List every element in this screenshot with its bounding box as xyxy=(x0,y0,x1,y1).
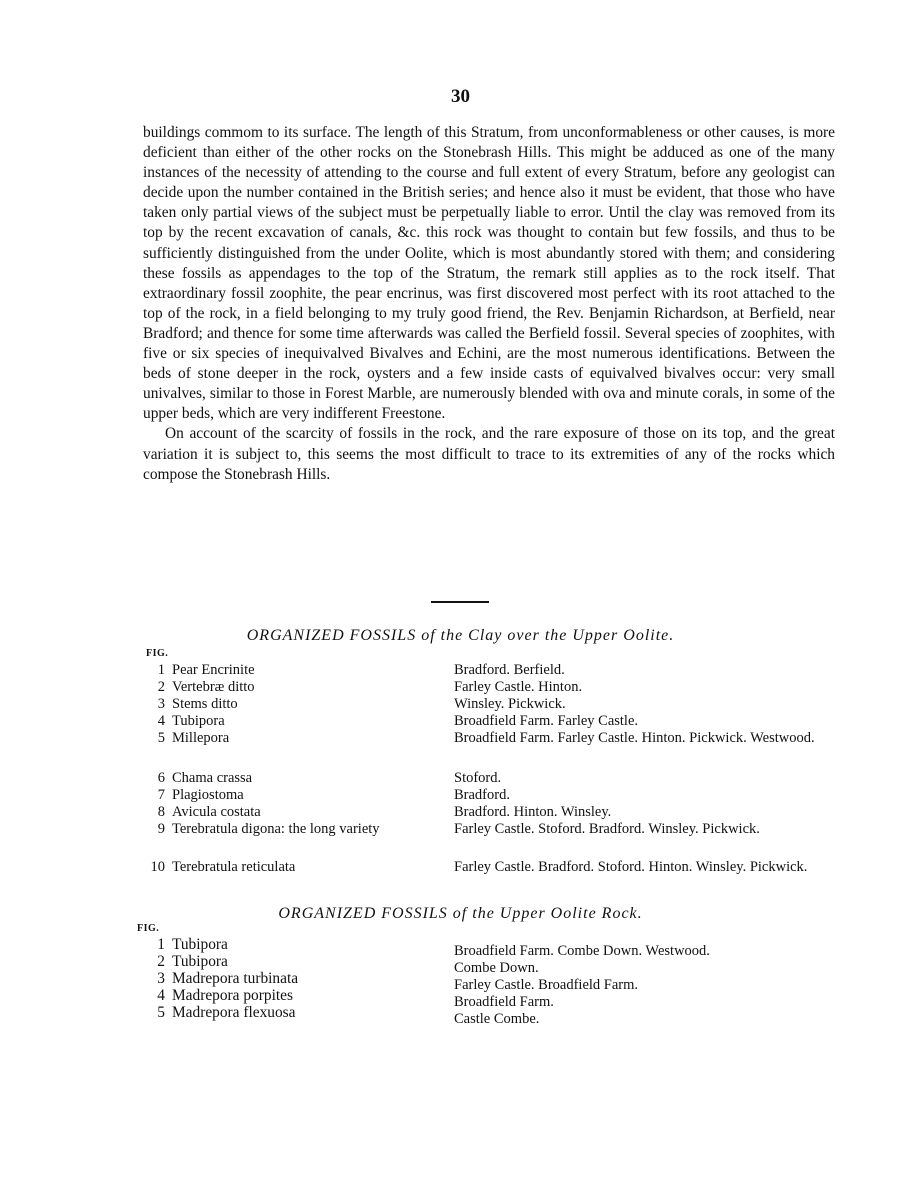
fossil-localities: Bradford. Berfield. xyxy=(454,662,565,678)
fossil-name: Tubipora xyxy=(172,713,225,729)
fossil-row xyxy=(144,936,834,959)
fossil-name: Plagiostoma xyxy=(172,787,244,803)
fossil-number: 7 xyxy=(157,787,165,803)
fossil-number: 10 xyxy=(150,859,165,875)
fossil-row xyxy=(144,970,834,993)
fossil-list-clay xyxy=(144,662,834,895)
fossil-row xyxy=(144,730,834,770)
fossil-row xyxy=(144,662,834,679)
body-paragraph: On account of the scarcity of fossils in the rock, and the rare exposure of those on its top, and the great variation it is subject to, this seems the most difficult to trace to its extremities of any of the rocks which compose the Stonebrash Hills. xyxy=(143,425,835,483)
section-title-clay: ORGANIZED FOSSILS of the Clay over the Upper Oolite. xyxy=(246,627,675,644)
fossil-localities: Farley Castle. Hinton. xyxy=(454,679,583,695)
fossil-localities: Stoford. xyxy=(454,770,502,786)
fossil-localities: Winsley. Pickwick. xyxy=(454,696,566,712)
fossil-number: 3 xyxy=(157,970,165,987)
fossil-name: Madrepora porpites xyxy=(172,987,293,1004)
fossil-name: Stems ditto xyxy=(172,696,238,712)
fossil-number: 9 xyxy=(157,821,165,837)
fig-label: FIG. xyxy=(137,923,160,934)
fossil-localities: Broadfield Farm. xyxy=(454,994,554,1010)
fossil-localities: Bradford. xyxy=(454,787,510,803)
fossil-name: Tubipora xyxy=(172,953,228,970)
section-divider xyxy=(431,601,489,603)
fossil-number: 2 xyxy=(157,953,165,970)
section-title-upper-oolite: ORGANIZED FOSSILS of the Upper Oolite Rock. xyxy=(278,905,643,922)
fossil-localities: Castle Combe. xyxy=(454,1011,540,1027)
fossil-row xyxy=(144,787,834,804)
fossil-row xyxy=(144,713,834,730)
fossil-localities: Broadfield Farm. Combe Down. Westwood. xyxy=(454,943,710,959)
fig-label: FIG. xyxy=(146,648,169,659)
fossil-localities: Farley Castle. Stoford. Bradford. Winsley. Pickwick. xyxy=(454,821,760,837)
fossil-row xyxy=(144,821,834,859)
fossil-row xyxy=(144,987,834,1010)
fossil-localities: Combe Down. xyxy=(454,960,539,976)
fossil-number: 1 xyxy=(157,662,165,678)
fossil-localities: Farley Castle. Broadfield Farm. xyxy=(454,977,639,993)
fossil-localities: Bradford. Hinton. Winsley. xyxy=(454,804,612,820)
fossil-number: 8 xyxy=(157,804,165,820)
fossil-localities: Broadfield Farm. Farley Castle. xyxy=(454,713,639,729)
fossil-number: 5 xyxy=(157,730,165,746)
fossil-name: Terebratula digona: the long variety xyxy=(172,821,380,837)
fossil-number: 6 xyxy=(157,770,165,786)
fossil-localities: Farley Castle. Bradford. Stoford. Hinton. Winsley. Pickwick. xyxy=(454,859,808,875)
fossil-number: 2 xyxy=(157,679,165,695)
fossil-number: 4 xyxy=(157,713,165,729)
fossil-name: Pear Encrinite xyxy=(172,662,255,678)
fossil-row xyxy=(144,859,834,895)
fossil-name: Terebratula reticulata xyxy=(172,859,296,875)
fossil-name: Millepora xyxy=(172,730,230,746)
fossil-name: Madrepora flexuosa xyxy=(172,1004,296,1021)
fossil-localities: Broadfield Farm. Farley Castle. Hinton. Pickwick. Westwood. xyxy=(454,730,815,746)
fossil-row xyxy=(144,770,834,787)
fossil-name: Vertebræ ditto xyxy=(172,679,255,695)
fossil-row xyxy=(144,696,834,713)
fossil-name: Madrepora turbinata xyxy=(172,970,299,987)
fossil-name: Avicula costata xyxy=(172,804,261,820)
fossil-row xyxy=(144,953,834,976)
fossil-number: 1 xyxy=(157,936,165,953)
page-number: 30 xyxy=(451,86,470,107)
fossil-row xyxy=(144,679,834,696)
fossil-number: 4 xyxy=(157,987,165,1004)
fossil-name: Chama crassa xyxy=(172,770,253,786)
fossil-number: 5 xyxy=(157,1004,165,1021)
fossil-list-upper-oolite xyxy=(144,936,834,1027)
fossil-row xyxy=(144,1004,834,1027)
body-paragraph: buildings commom to its surface. The length of this Stratum, from unconformableness or other causes, is more deficient than either of the other rocks on the Stonebrash Hills. This might be adduced as one of the many instances of the necessity of attending to the course and full extent of every Stratum, before any geologist can decide upon the number contained in the British series; and hence also it must be evident, that those who have taken only partial views of the subject must be perpetually liable to error. Until the clay was removed from its top by the recent excavation of canals, &c. this rock was thought to contain but few fossils, and thus to be sufficiently distinguished from the under Oolite, which is most abundantly stored with them; and considering these fossils as appendages to the top of the Stratum, the remark still applies as to the rock itself. That extraordinary fossil zoophite, the pear encrinus, was first discovered most perfect with its root attached to the top of the rock, in a field belonging to my truly good friend, the Rev. Benjamin Richardson, at Berfield, near Bradford; and thence for some time afterwards was called the Berfield fossil. Several species of zoophites, with five or six species of inequivalved Bivalves and Echini, are the most numerous identifications. Between the beds of stone deeper in the rock, oysters and a few inside casts of equivalved bivalves occur: very small univalves, similar to those in Forest Marble, are numerously blended with ova and minute corals, in some of the upper beds, which are very indifferent Freestone. xyxy=(143,124,835,423)
fossil-row xyxy=(144,804,834,821)
fossil-name: Tubipora xyxy=(172,936,228,953)
body-text xyxy=(143,123,835,485)
fossil-number: 3 xyxy=(157,696,165,712)
